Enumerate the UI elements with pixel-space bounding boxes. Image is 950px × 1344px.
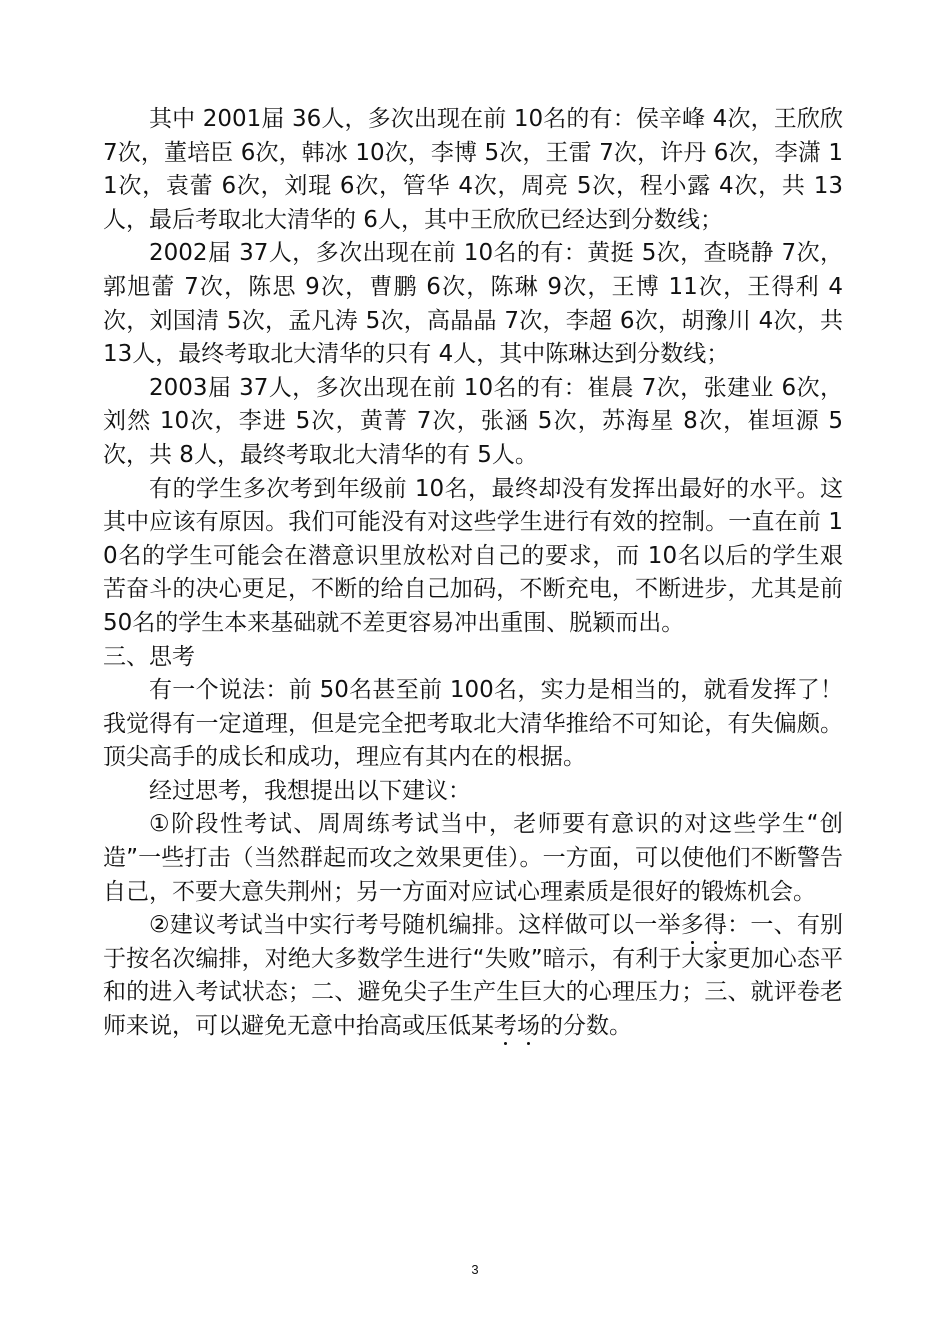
paragraph-2001-class: 其中 2001届 36人，多次出现在前 10名的有：侯辛峰 4次，王欣欣 7次，董培臣 6次，韩冰 10次，李博 5次，王雷 7次，许丹 6次，李潇 11次，袁蕾 6次，刘琨 6次，管华 4次，周亮 5次，程小露 4次，共 13人，最后考取北大清华的 6人，其中王欣欣已经达到分数线； xyxy=(103,106,843,233)
section-heading-thinking: 三、思考 xyxy=(103,643,195,670)
suggestion-2-text-middle: ：一、有别于按名次编排，对绝大多数学生进行“失败”暗示，有利于大家更加心态平和的进入考试状态；二、避免尖子生产生巨大的心理压力；三、就评卷老师来说，可以避免无意中抬高或压低某 xyxy=(103,912,844,1040)
suggestion-2-text-after: 的分数。 xyxy=(540,1013,632,1040)
paragraph-suggestion-1: ①阶段性考试、周周练考试当中，老师要有意识的对这些学生“创造”一些打击（当然群起而攻之效果更佳）。一方面，可以使他们不断警告自己，不要大意失荆州；另一方面对应试心理素质是很好的锻炼机会。 xyxy=(103,811,843,905)
emphasis-character: 多 xyxy=(680,912,704,939)
paragraph-2002-class: 2002届 37人，多次出现在前 10名的有：黄挺 5次，查晓静 7次，郭旭蕾 7次，陈思 9次，曹鹏 6次，陈琳 9次，王博 11次，王得利 4次，刘国清 5次，孟凡涛 5次，高晶晶 7次，李超 6次，胡豫川 4次，共 13人，最终考取北大清华的只有 4人，其中陈琳达到分数线； xyxy=(103,240,843,368)
paragraph-2003-class: 2003届 37人，多次出现在前 10名的有：崔晨 7次，张建业 6次，刘然 10次，李进 5次，黄菁 7次，张涵 5次，苏海星 8次，崔垣源 5次，共 8人，最终考取北大清华的有 5人。 xyxy=(103,374,843,468)
emphasis-character: 考 xyxy=(494,1013,517,1040)
suggestion-2-text-before: ②建议考试当中实行考号随机编排。这样做可以一举 xyxy=(149,912,681,939)
paragraph-suggestion-2 xyxy=(103,909,843,1043)
suggestion-2-emph-2 xyxy=(494,1013,540,1039)
document-body xyxy=(103,103,843,1044)
emphasis-character: 得 xyxy=(703,912,728,939)
page-number: 3 xyxy=(471,1262,479,1277)
paragraph-suggestions-intro: 经过思考，我想提出以下建议： xyxy=(149,777,471,804)
paragraph-saying: 有一个说法：前 50名甚至前 100名，实力是相当的，就看发挥了！我觉得有一定道理，但是完全把考取北大清华推给不可知论，有失偏颇。顶尖高手的成长和成功，理应有其内在的根据。 xyxy=(103,677,843,771)
paragraph-analysis: 有的学生多次考到年级前 10名，最终却没有发挥出最好的水平。这其中应该有原因。我们可能没有对这些学生进行有效的控制。一直在前 10名的学生可能会在潜意识里放松对自己的要求，而 10名以后的学生艰苦奋斗的决心更足，不断的给自己加码，不断充电，不断进步，尤其是前 50名的学生本来基础就不差更容易冲出重围、脱颖而出。 xyxy=(103,475,843,636)
suggestion-2-emph-1 xyxy=(681,912,727,938)
emphasis-character: 场 xyxy=(517,1013,540,1040)
